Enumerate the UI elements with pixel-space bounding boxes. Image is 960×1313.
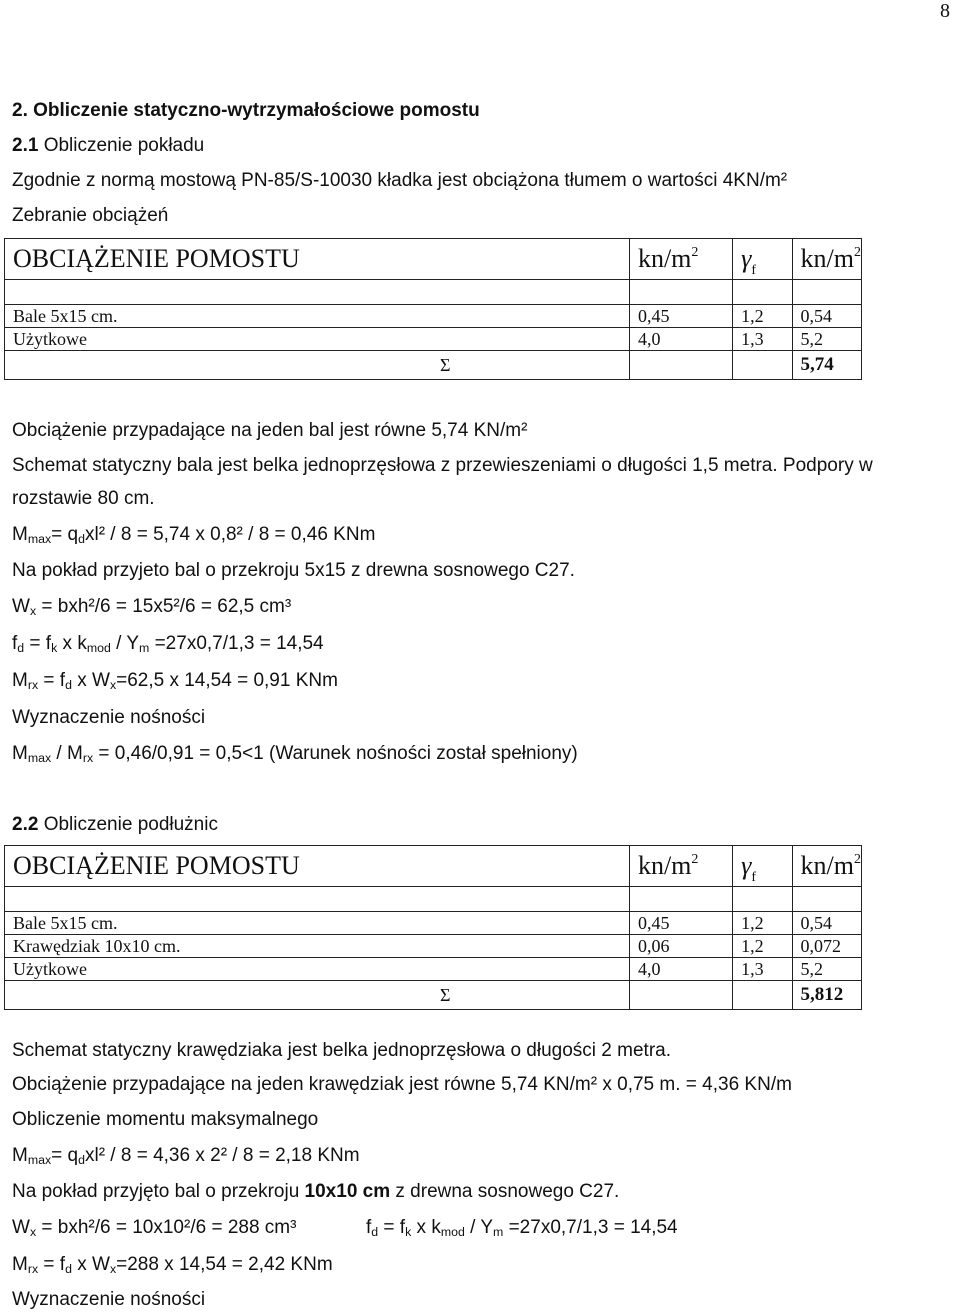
subsection-heading-2-2: [12, 814, 218, 836]
row-name: Użytkowe: [5, 328, 630, 351]
subsection-number: 2.2: [12, 814, 39, 835]
table-row: [5, 935, 862, 958]
mrx-formula: $M_{rx} = f_d$ x $W_x=288$ x 14,54 = 2,42 KNm: [12, 1254, 333, 1277]
wx-formula: $W_x = bxh^2/6 = 15x5^2/6 = 62,5$ cm³: [12, 596, 292, 619]
wx-formula: $W_x = bxh^2/6 = 10x10^2/6 = 288$ cm³: [12, 1217, 297, 1240]
gamma-f-header: $\gamma_f$: [733, 846, 792, 887]
row-factor: 1,2: [733, 935, 792, 958]
row-load: 0,45: [629, 305, 732, 328]
row-design: 0,54: [792, 305, 861, 328]
mrx-formula: $M_{rx} = f_d$ x $W_x=62,5$ x 14,54 = 0,91 KNm: [12, 670, 338, 693]
row-factor: 1,2: [733, 305, 792, 328]
fd-formula: $f_d = f_k$ x $k_{mod} / Y_m =27x0,7/1,3 = 14,54$: [12, 633, 324, 656]
table-title: OBCIĄŻENIE POMOSTU: [5, 846, 630, 887]
sum-value: 5,812: [792, 981, 861, 1010]
row-load: 4,0: [629, 958, 732, 981]
sum-value: 5,74: [792, 351, 861, 380]
load-table-stringers: [4, 845, 862, 1010]
table-row: [5, 958, 862, 981]
mmax-formula: $M_{max}= q_dxl^2 / 8 = 4,36$ x 2² / 8 = 2,18 KNm: [12, 1145, 360, 1168]
table-title: OBCIĄŻENIE POMOSTU: [5, 239, 630, 280]
row-name: Bale 5x15 cm.: [5, 305, 630, 328]
table-sum-row: [5, 351, 862, 380]
table-spacer-row: [5, 887, 862, 912]
row-design: 5,2: [792, 958, 861, 981]
loads-heading: Zebranie obciążeń: [12, 205, 169, 226]
row-factor: 1,2: [733, 912, 792, 935]
table-header-row: [5, 846, 862, 887]
row-name: Bale 5x15 cm.: [5, 912, 630, 935]
stringer-scheme: Schemat statyczny krawędziaka jest belka jednoprzęsłowa o długości 2 metra.: [12, 1040, 671, 1061]
norm-paragraph: Zgodnie z normą mostową PN-85/S-10030 kładka jest obciążona tłumem o wartości 4KN/m²: [12, 170, 788, 191]
unit-header: $kn/m^2$: [792, 846, 861, 887]
table-spacer-row: [5, 280, 862, 305]
table-row: [5, 328, 862, 351]
gamma-f-header: $\gamma_f$: [733, 239, 792, 280]
capacity-heading: Wyznaczenie nośności: [12, 1289, 206, 1310]
table-row: [5, 305, 862, 328]
unit-header: $kn/m^2$: [629, 239, 732, 280]
row-design: 0,072: [792, 935, 861, 958]
capacity-check: $M_{max} / M_{rx} = 0,46/0,91 = 0,5<1$ (Warunek nośności został spełniony): [12, 743, 578, 766]
static-scheme-line2: rozstawie 80 cm.: [12, 488, 155, 509]
unit-header: $kn/m^2$: [629, 846, 732, 887]
subsection-title: Obliczenie podłużnic: [38, 814, 218, 835]
table-row: [5, 912, 862, 935]
row-load: 4,0: [629, 328, 732, 351]
table-header-row: [5, 239, 862, 280]
load-table-decking: [4, 238, 862, 380]
section-heading: 2. Obliczenie statyczno-wytrzymałościowe pomostu: [12, 100, 480, 121]
row-load: 0,45: [629, 912, 732, 935]
subsection-title: Obliczenie pokładu: [38, 135, 205, 156]
row-design: 5,2: [792, 328, 861, 351]
sum-symbol: Σ: [5, 351, 630, 380]
row-name: Użytkowe: [5, 958, 630, 981]
moment-heading: Obliczenie momentu maksymalnego: [12, 1109, 319, 1130]
load-per-stringer: Obciążenie przypadające na jeden krawędziak jest równe 5,74 KN/m² x 0,75 m. = 4,36 KN/m: [12, 1074, 792, 1095]
fd-formula: $f_d = f_k$ x $k_{mod} / Y_m =27x0,7/1,3 = 14,54$: [366, 1217, 678, 1240]
capacity-heading: Wyznaczenie nośności: [12, 707, 206, 728]
unit-header: $kn/m^2$: [792, 239, 861, 280]
sum-symbol: Σ: [5, 981, 630, 1010]
row-factor: 1,3: [733, 328, 792, 351]
section-choice: Na pokład przyjeto bal o przekroju 5x15 z drewna sosnowego C27.: [12, 560, 575, 581]
mmax-formula: $M_{max}= q_dxl^2 / 8 = 5,74$ x 0,8² / 8 = 0,46 KNm: [12, 524, 376, 547]
subsection-number: 2.1: [12, 135, 39, 156]
subsection-heading-2-1: [12, 135, 204, 157]
row-name: Krawędziak 10x10 cm.: [5, 935, 630, 958]
row-factor: 1,3: [733, 958, 792, 981]
section-choice: Na pokład przyjęto bal o przekroju 10x10 cm z drewna sosnowego C27.: [12, 1181, 620, 1202]
row-load: 0,06: [629, 935, 732, 958]
row-design: 0,54: [792, 912, 861, 935]
static-scheme-line1: Schemat statyczny bala jest belka jednoprzęsłowa z przewieszeniami o długości 1,5 metra. Podpory w: [12, 455, 873, 476]
page-number: 8: [940, 0, 950, 22]
load-per-board: Obciążenie przypadające na jeden bal jest równe 5,74 KN/m²: [12, 420, 528, 441]
table-sum-row: [5, 981, 862, 1010]
